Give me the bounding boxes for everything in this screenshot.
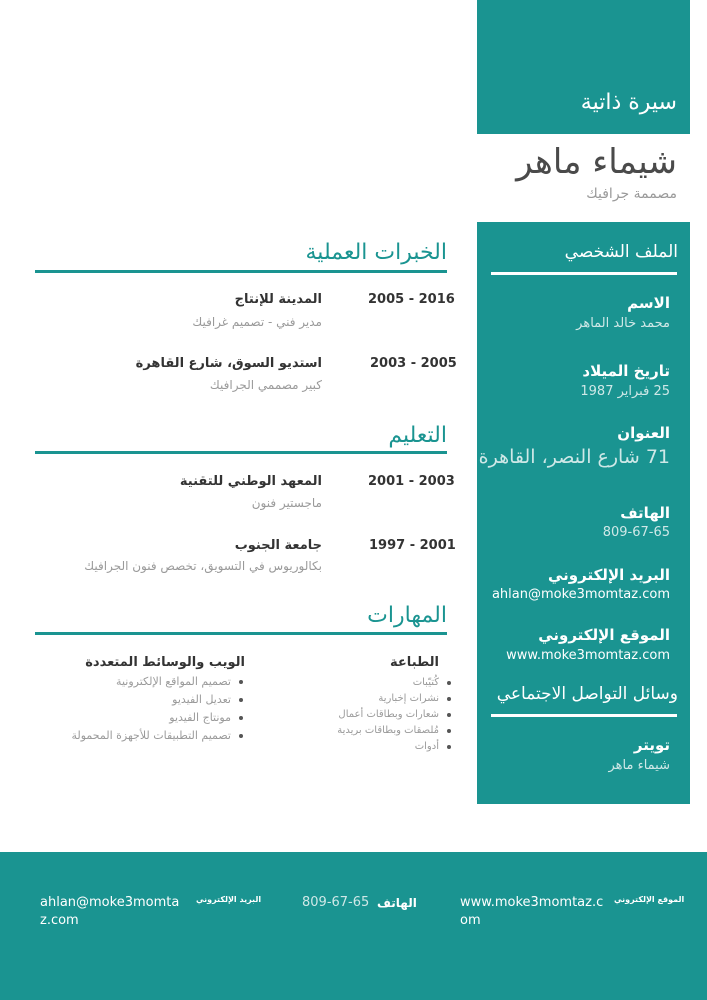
- experience-dates: 2003 - 2005: [370, 356, 457, 371]
- footer-website-label: الموقع الإلكتروني: [614, 895, 685, 904]
- education-degree: بكالوريوس في التسويق، تخصص فنون الجرافيك: [84, 559, 322, 573]
- address-label: العنوان: [617, 424, 670, 442]
- list-item: أدوات: [337, 739, 439, 755]
- list-item: تصميم المواقع الإلكترونية: [71, 673, 231, 691]
- list-item: نشرات إخبارية: [337, 691, 439, 707]
- dob-label: تاريخ الميلاد: [582, 362, 670, 380]
- list-item: شعارات وبطاقات أعمال: [337, 707, 439, 723]
- web-skills-title: الويب والوسائط المتعددة: [85, 655, 245, 670]
- list-item: مونتاج الفيديو: [71, 709, 231, 727]
- experience-heading: الخبرات العملية: [305, 240, 447, 265]
- education-degree: ماجستير فنون: [251, 496, 322, 510]
- list-item: مُلصقات وبطاقات بريدية: [337, 723, 439, 739]
- person-name: شيماء ماهر: [516, 142, 677, 182]
- document-title: سيرة ذاتية: [580, 90, 677, 115]
- website-label: الموقع الإلكتروني: [538, 626, 670, 644]
- footer-email-label: البريد الإلكتروني: [196, 895, 262, 904]
- printing-skills-title: الطباعة: [390, 655, 439, 670]
- phone-value: 809-67-65: [602, 525, 670, 540]
- address-value: 71 شارع النصر، القاهرة: [478, 446, 670, 468]
- education-place: المعهد الوطني للتقنية: [179, 474, 322, 489]
- printing-skills-list: [337, 675, 439, 755]
- name-label: الاسم: [627, 294, 670, 312]
- experience-role: كبير مصممي الجرافيك: [209, 378, 322, 392]
- education-place: جامعة الجنوب: [234, 538, 322, 553]
- education-dates: 2001 - 2003: [368, 474, 455, 489]
- contact-footer: [0, 852, 707, 1000]
- profile-divider: [491, 272, 677, 275]
- profile-sidebar: [477, 222, 690, 804]
- experience-role: مدير فني - تصميم غرافيك: [192, 315, 322, 329]
- footer-email-value[interactable]: ahlan@moke3momtaz.com: [40, 895, 180, 928]
- experience-dates: 2005 - 2016: [368, 292, 455, 307]
- phone-label: الهاتف: [620, 504, 670, 522]
- footer-phone-value: 809-67-65: [302, 895, 370, 910]
- website-value[interactable]: www.moke3momtaz.com: [506, 648, 670, 663]
- email-label: البريد الإلكتروني: [548, 566, 670, 584]
- experience-place: استديو السوق، شارع القاهرة: [135, 356, 322, 371]
- list-item: تصميم التطبيقات للأجهزة المحمولة: [71, 727, 231, 745]
- footer-website-value[interactable]: www.moke3momtaz.com: [460, 895, 604, 928]
- skills-heading: المهارات: [367, 603, 447, 628]
- twitter-label: تويتر: [633, 736, 670, 754]
- social-divider: [491, 714, 677, 717]
- experience-place: المدينة للإنتاج: [234, 292, 322, 307]
- web-skills-list: [71, 673, 231, 745]
- job-title: مصممة جرافيك: [586, 186, 677, 202]
- dob-value: 25 فبراير 1987: [580, 384, 670, 399]
- education-divider: [35, 451, 447, 454]
- skills-divider: [35, 632, 447, 635]
- twitter-value[interactable]: شيماء ماهر: [608, 758, 670, 773]
- social-heading: وسائل التواصل الاجتماعي: [496, 684, 678, 704]
- list-item: تعديل الفيديو: [71, 691, 231, 709]
- education-heading: التعليم: [388, 423, 447, 448]
- footer-phone-label: الهاتف: [377, 896, 417, 910]
- profile-heading: الملف الشخصي: [564, 242, 678, 262]
- list-item: كُتيّبات: [337, 675, 439, 691]
- name-value: محمد خالد الماهر: [576, 316, 670, 331]
- experience-divider: [35, 270, 447, 273]
- education-dates: 1997 - 2001: [369, 538, 456, 553]
- email-value[interactable]: ahlan@moke3momtaz.com: [491, 587, 670, 602]
